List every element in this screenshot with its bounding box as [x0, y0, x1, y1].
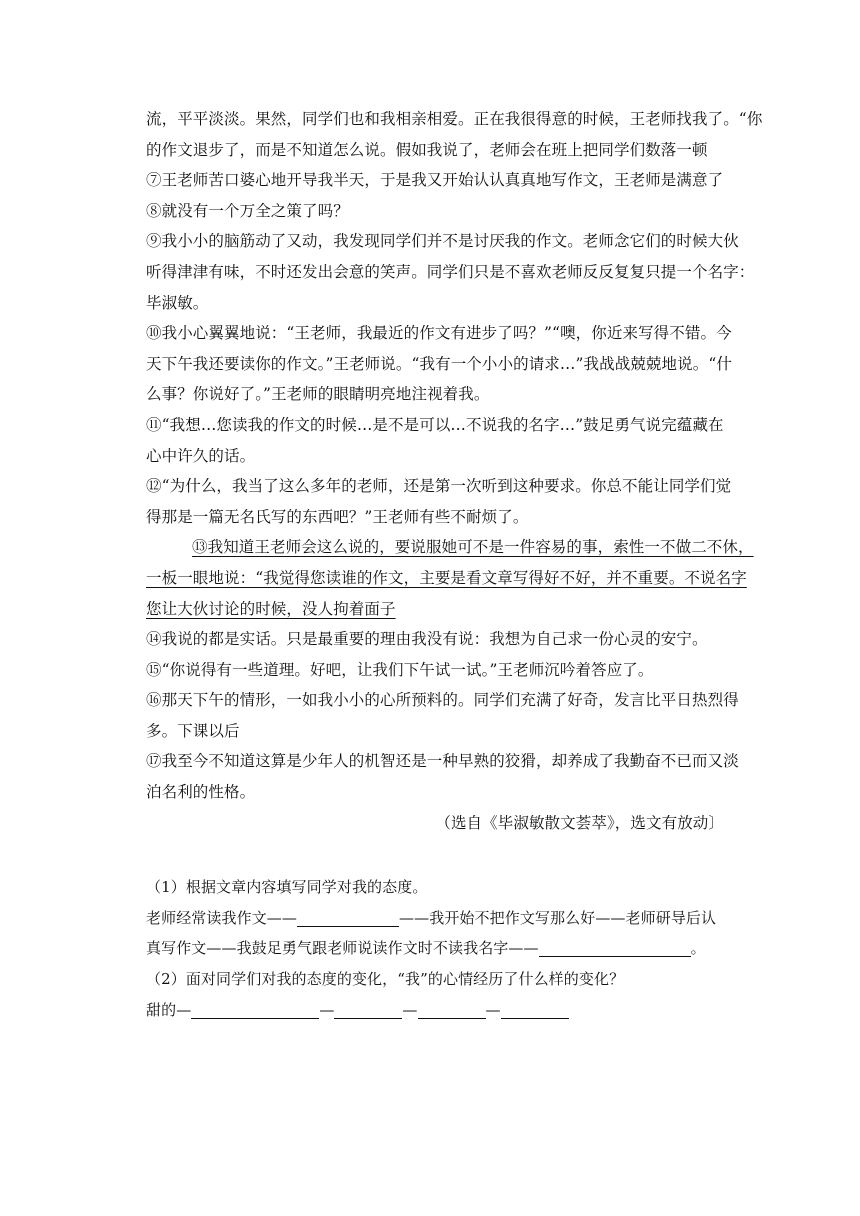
source-citation: （选自《毕淑敏散文荟萃》，选文有放动〕	[435, 813, 724, 832]
dash-separator: —	[319, 1000, 335, 1019]
passage-line: 多。下课以后	[146, 721, 240, 740]
question-2-answer-line	[146, 995, 730, 1026]
paragraph-10: ⑩我小心翼翼地说：“王老师，我最近的作文有进步了吗？”“噢，你近来写得不错。今	[146, 324, 732, 343]
paragraph-11: ⑪“我想…您读我的作文的时候…是不是可以…不说我的名字…”鼓足勇气说完蕴藏在	[146, 415, 724, 434]
passage-line: 么事？你说好了。”王老师的眼睛明亮地注视着我。	[146, 385, 490, 404]
paragraph-8: ⑧就没有一个万全之策了吗？	[146, 201, 349, 220]
paragraph-7: ⑦王老师苦口婆心地开导我半天，于是我又开始认认真真地写作文，王老师是满意了	[146, 171, 724, 190]
answer-blank-3[interactable]	[191, 1000, 319, 1019]
passage-line: 泊名利的性格。	[146, 783, 256, 802]
paragraph-17: ⑰我至今不知道这算是少年人的机智还是一种早熟的狡猾，却养成了我勤奋不已而又淡	[146, 752, 739, 771]
paragraph-12: ⑫“为什么，我当了这么多年的老师，还是第一次听到这种要求。你总不能让同学们觉	[146, 477, 732, 496]
question-2-text: 甜的—	[146, 1000, 192, 1019]
paragraph-9: ⑨我小小的脑筋动了又动，我发现同学们并不是讨厌我的作文。老师念它们的时候大伙	[146, 232, 739, 251]
passage-line: 心中许久的话。	[146, 446, 256, 465]
paragraph-13-underlined: ⑬我知道王老师会这么说的，要说服她可不是一件容易的事，索性一不做二不休，	[192, 538, 754, 557]
answer-blank-6[interactable]	[501, 1000, 569, 1019]
paragraph-15: ⑮“你说得有一些道理。好吧，让我们下午试一试。”王老师沉吟着答应了。	[146, 660, 654, 679]
answer-blank-4[interactable]	[334, 1000, 402, 1019]
passage-line: 流，平平淡淡。果然，同学们也和我相亲相爱。正在我很得意的时候，王老师找我了。“你	[146, 110, 763, 128]
passage-line: 毕淑敏。	[146, 293, 209, 312]
question-1-text: ——我开始不把作文写那么好——老师研导后认	[399, 908, 717, 927]
section-gap	[146, 838, 730, 872]
document-page	[146, 104, 763, 1025]
question-1-text: 真写作文——我鼓足勇气跟老师说读作文时不读我名字——	[146, 939, 539, 958]
dash-separator: —	[402, 1000, 418, 1019]
paragraph-14: ⑭我说的都是实话。只是最重要的理由我没有说：我想为自己求一份心灵的安宁。	[146, 630, 708, 649]
paragraph-16: ⑯那天下午的情形，一如我小小的心所预料的。同学们充满了好奇，发言比平日热烈得	[146, 691, 739, 710]
passage-line-underlined: 一板一眼地说：“我觉得您读谁的作文，主要是看文章写得好不好，并不重要。不说名字	[146, 568, 747, 587]
question-1-line-1	[146, 903, 730, 934]
passage-line: 的作文退步了，而是不知道怎么说。假如我说了，老师会在班上把同学们数落一顿	[146, 140, 708, 159]
answer-blank-2[interactable]	[539, 938, 691, 957]
passage-line: 听得津津有味，不时还发出会意的笑声。同学们只是不喜欢老师反反复复只提一个名字：	[146, 262, 755, 281]
question-1-text: 。	[690, 939, 706, 958]
passage-line-underlined: 您让大伙讨论的时候，没人拘着面子	[146, 599, 396, 618]
question-1-prompt: （1）根据文章内容填写同学对我的态度。	[146, 878, 428, 897]
passage-line: 得那是一篇无名氏写的东西吧？”王老师有些不耐烦了。	[146, 507, 529, 526]
answer-blank-1[interactable]	[297, 908, 399, 927]
dash-separator: —	[485, 1000, 501, 1019]
question-2-prompt: （2）面对同学们对我的态度的变化，“我”的心情经历了什么样的变化？	[146, 970, 625, 989]
questions-section	[146, 872, 730, 1025]
passage-line: 天下午我还要读你的作文。”王老师说。“我有一个小小的请求…”我战战兢兢地说。“什	[146, 354, 732, 373]
question-1-line-2	[146, 933, 730, 964]
answer-blank-5[interactable]	[418, 1000, 486, 1019]
question-1-text: 老师经常读我作文——	[146, 908, 298, 927]
reading-passage	[146, 104, 763, 838]
